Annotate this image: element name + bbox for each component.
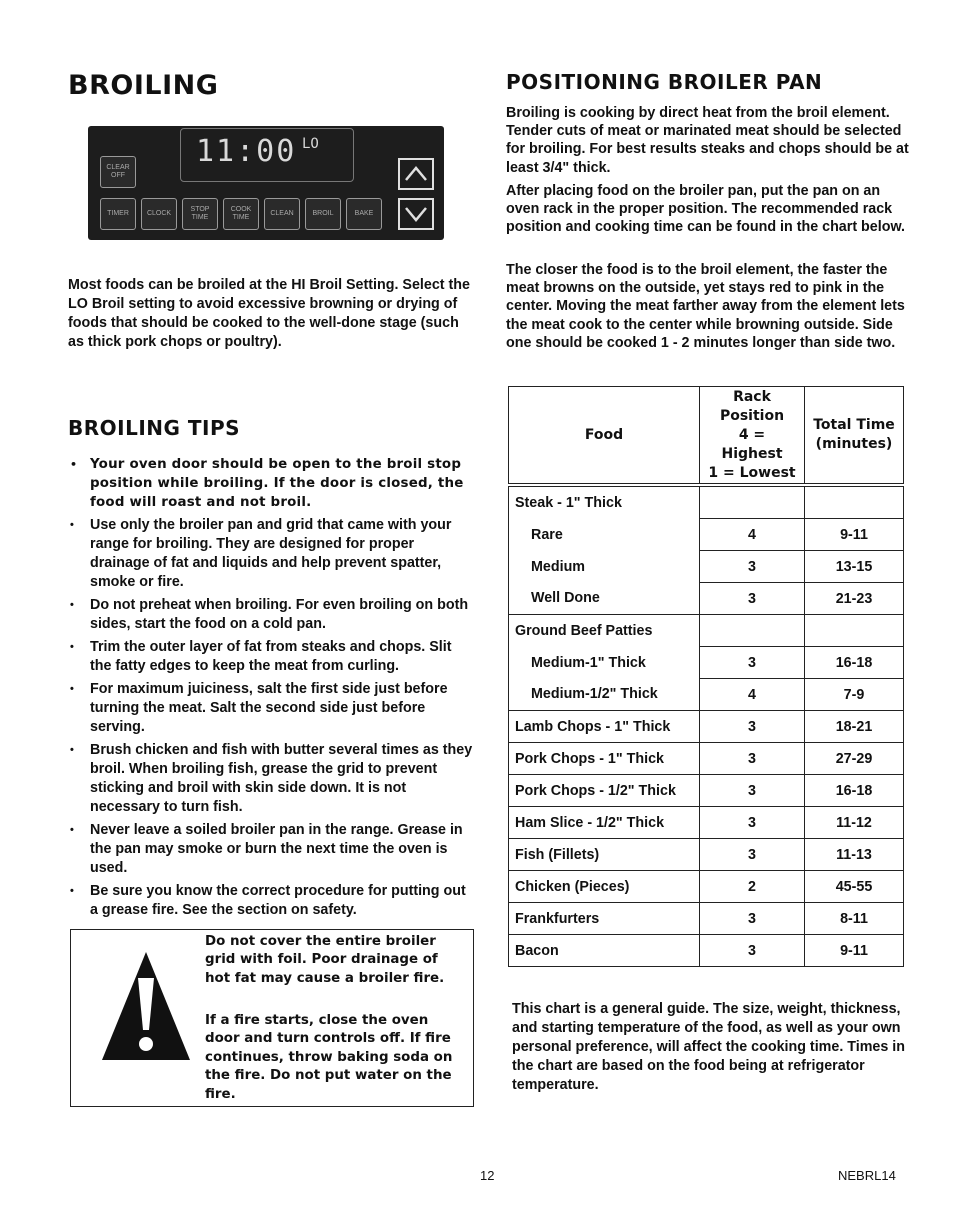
- chart-header-row: [509, 387, 904, 486]
- cook-time-cell: 7-9: [805, 679, 904, 711]
- header-food: [509, 387, 700, 486]
- warning-text-fire: If a fire starts, close the oven door and turn controls off. If fire continues, throw baking soda on the fire. Do not put water on the fire.: [205, 1013, 453, 1102]
- rack-position-cell: 3: [700, 807, 805, 839]
- rack-position-cell: [700, 485, 805, 519]
- table-row: [509, 775, 904, 807]
- rack-position-cell: 3: [700, 647, 805, 679]
- header-time-line: Total Time: [813, 417, 895, 433]
- header-rack-line: Rack: [733, 388, 771, 405]
- rack-position-cell: [700, 615, 805, 647]
- tip-item: • Use only the broiler pan and grid that came with your range for broiling. They are designed for proper drainage of fat and liquids and help prevent spatter, smoke or fire.: [68, 516, 474, 592]
- warning-triangle-icon: [98, 948, 194, 1068]
- rack-position-cell: 3: [700, 743, 805, 775]
- rack-position-cell: 3: [700, 583, 805, 615]
- table-row: [509, 551, 904, 583]
- up-arrow-icon: [400, 160, 432, 188]
- food-cell: Bacon: [509, 935, 700, 967]
- food-cell: Medium-1" Thick: [509, 647, 700, 679]
- down-arrow-button[interactable]: [398, 198, 434, 230]
- table-row: [509, 839, 904, 871]
- rack-position-cell: 4: [700, 679, 805, 711]
- document-code: NEBRL14: [838, 1168, 896, 1183]
- clock-button[interactable]: CLOCK: [141, 198, 177, 230]
- chart-guide-note: This chart is a general guide. The size, weight, thickness, and starting temperature of the food, as well as your own personal preference, will affect the cooking time. Times in the chart are based on the food being at refrigerator temperature.: [512, 1001, 906, 1093]
- display-setting: LO: [302, 136, 319, 152]
- cook-time-cell: 13-15: [805, 551, 904, 583]
- header-food-label: Food: [584, 426, 624, 443]
- tip-item: • Brush chicken and fish with butter several times as they broil. When broiling fish, grease the grid to prevent sticking and broil with skin side down. It is not necessary to turn fish.: [68, 741, 474, 817]
- tip-item: • Never leave a soiled broiler pan in the range. Grease in the pan may smoke or burn the next time the oven is used.: [68, 821, 474, 878]
- cook-time-cell: 16-18: [805, 647, 904, 679]
- chart-body: [509, 485, 904, 967]
- food-cell: Rare: [509, 519, 700, 551]
- intro-paragraph: Most foods can be broiled at the HI Broil Setting. Select the LO Broil setting to avoid excessive browning or drying of foods that should be cooked to the well-done stage (such as thick pork chops or poultry).: [68, 277, 470, 350]
- table-row: [509, 743, 904, 775]
- clear-off-button[interactable]: CLEAR OFF: [100, 156, 136, 188]
- food-cell: Lamb Chops - 1" Thick: [509, 711, 700, 743]
- rack-position-cell: 4: [700, 519, 805, 551]
- page-number: 12: [480, 1168, 495, 1183]
- food-cell: Chicken (Pieces): [509, 871, 700, 903]
- header-rack-line: Position: [719, 407, 785, 424]
- tips-heading: BROILING TIPS: [68, 416, 241, 440]
- header-time: [805, 387, 904, 486]
- cook-time-cell: 8-11: [805, 903, 904, 935]
- display-digits: 11:00: [196, 134, 297, 169]
- food-cell: Ham Slice - 1/2" Thick: [509, 807, 700, 839]
- bake-button[interactable]: BAKE: [346, 198, 382, 230]
- cook-time-cell: 21-23: [805, 583, 904, 615]
- rack-position-cell: 3: [700, 551, 805, 583]
- rack-position-cell: 3: [700, 711, 805, 743]
- cook-time-cell: 9-11: [805, 519, 904, 551]
- table-row: [509, 485, 904, 519]
- cook-time-button[interactable]: COOK TIME: [223, 198, 259, 230]
- cook-time-cell: 27-29: [805, 743, 904, 775]
- food-cell: Fish (Fillets): [509, 839, 700, 871]
- table-row: [509, 615, 904, 647]
- page-title: BROILING: [68, 70, 219, 101]
- header-rack-line: 1 = Lowest: [708, 464, 796, 481]
- food-cell: Ground Beef Patties: [509, 615, 700, 647]
- cook-time-cell: 16-18: [805, 775, 904, 807]
- positioning-paragraph: After placing food on the broiler pan, put the pan on an oven rack in the proper position. The recommended rack position and cooking time can be found in the chart below.: [506, 183, 906, 236]
- table-row: [509, 871, 904, 903]
- header-rack-line: 4 = Highest: [721, 426, 783, 462]
- table-row: [509, 711, 904, 743]
- cook-time-cell: 18-21: [805, 711, 904, 743]
- positioning-paragraph: Broiling is cooking by direct heat from the broil element. Tender cuts of meat or marinated meat should be selected for broiling. For best results steaks and chops should be at least 3/4" thick.: [506, 105, 909, 176]
- table-row: [509, 519, 904, 551]
- tip-item: • Be sure you know the correct procedure for putting out a grease fire. See the section on safety.: [68, 882, 474, 920]
- food-cell: Steak - 1" Thick: [509, 485, 700, 519]
- clean-button[interactable]: CLEAN: [264, 198, 300, 230]
- table-row: [509, 583, 904, 615]
- tip-item: • Your oven door should be open to the broil stop position while broiling. If the door is closed, the food will roast and not broil.: [68, 455, 474, 512]
- cook-time-cell: [805, 615, 904, 647]
- tip-item: • Trim the outer layer of fat from steaks and chops. Slit the fatty edges to keep the meat from curling.: [68, 638, 474, 676]
- header-rack: [700, 387, 805, 486]
- cook-time-cell: 9-11: [805, 935, 904, 967]
- cook-time-cell: 11-13: [805, 839, 904, 871]
- table-row: [509, 807, 904, 839]
- rack-position-cell: 3: [700, 839, 805, 871]
- table-row: [509, 903, 904, 935]
- food-cell: Pork Chops - 1" Thick: [509, 743, 700, 775]
- positioning-paragraph: The closer the food is to the broil element, the faster the meat browns on the outside, yet stays red to pink in the center. Moving the meat farther away from the element lets the meat cook to the center while browning outside. Side one should be cooked 1 - 2 minutes longer than side two.: [506, 262, 905, 351]
- table-row: [509, 679, 904, 711]
- rack-position-cell: 3: [700, 903, 805, 935]
- broil-chart-table: [508, 386, 904, 967]
- rack-position-cell: 3: [700, 775, 805, 807]
- cook-time-cell: [805, 485, 904, 519]
- up-arrow-button[interactable]: [398, 158, 434, 190]
- food-cell: Medium-1/2" Thick: [509, 679, 700, 711]
- tips-list: [68, 455, 474, 924]
- timer-button[interactable]: TIMER: [100, 198, 136, 230]
- food-cell: Frankfurters: [509, 903, 700, 935]
- table-row: [509, 647, 904, 679]
- rack-position-cell: 3: [700, 935, 805, 967]
- rack-position-cell: 2: [700, 871, 805, 903]
- positioning-heading: POSITIONING BROILER PAN: [506, 70, 823, 94]
- table-row: [509, 935, 904, 967]
- food-cell: Pork Chops - 1/2" Thick: [509, 775, 700, 807]
- cook-time-cell: 11-12: [805, 807, 904, 839]
- down-arrow-icon: [400, 200, 432, 228]
- stop-time-button[interactable]: STOP TIME: [182, 198, 218, 230]
- food-cell: Medium: [509, 551, 700, 583]
- tip-item: • For maximum juiciness, salt the first side just before turning the meat. Salt the second side just before serving.: [68, 680, 474, 737]
- warning-text-foil: Do not cover the entire broiler grid with foil. Poor drainage of hot fat may cause a broiler fire.: [205, 934, 445, 986]
- header-time-line: (minutes): [815, 436, 893, 452]
- cook-time-cell: 45-55: [805, 871, 904, 903]
- broil-button[interactable]: BROIL: [305, 198, 341, 230]
- tip-item: • Do not preheat when broiling. For even broiling on both sides, start the food on a cold pan.: [68, 596, 474, 634]
- food-cell: Well Done: [509, 583, 700, 615]
- broil-chart: [508, 386, 904, 967]
